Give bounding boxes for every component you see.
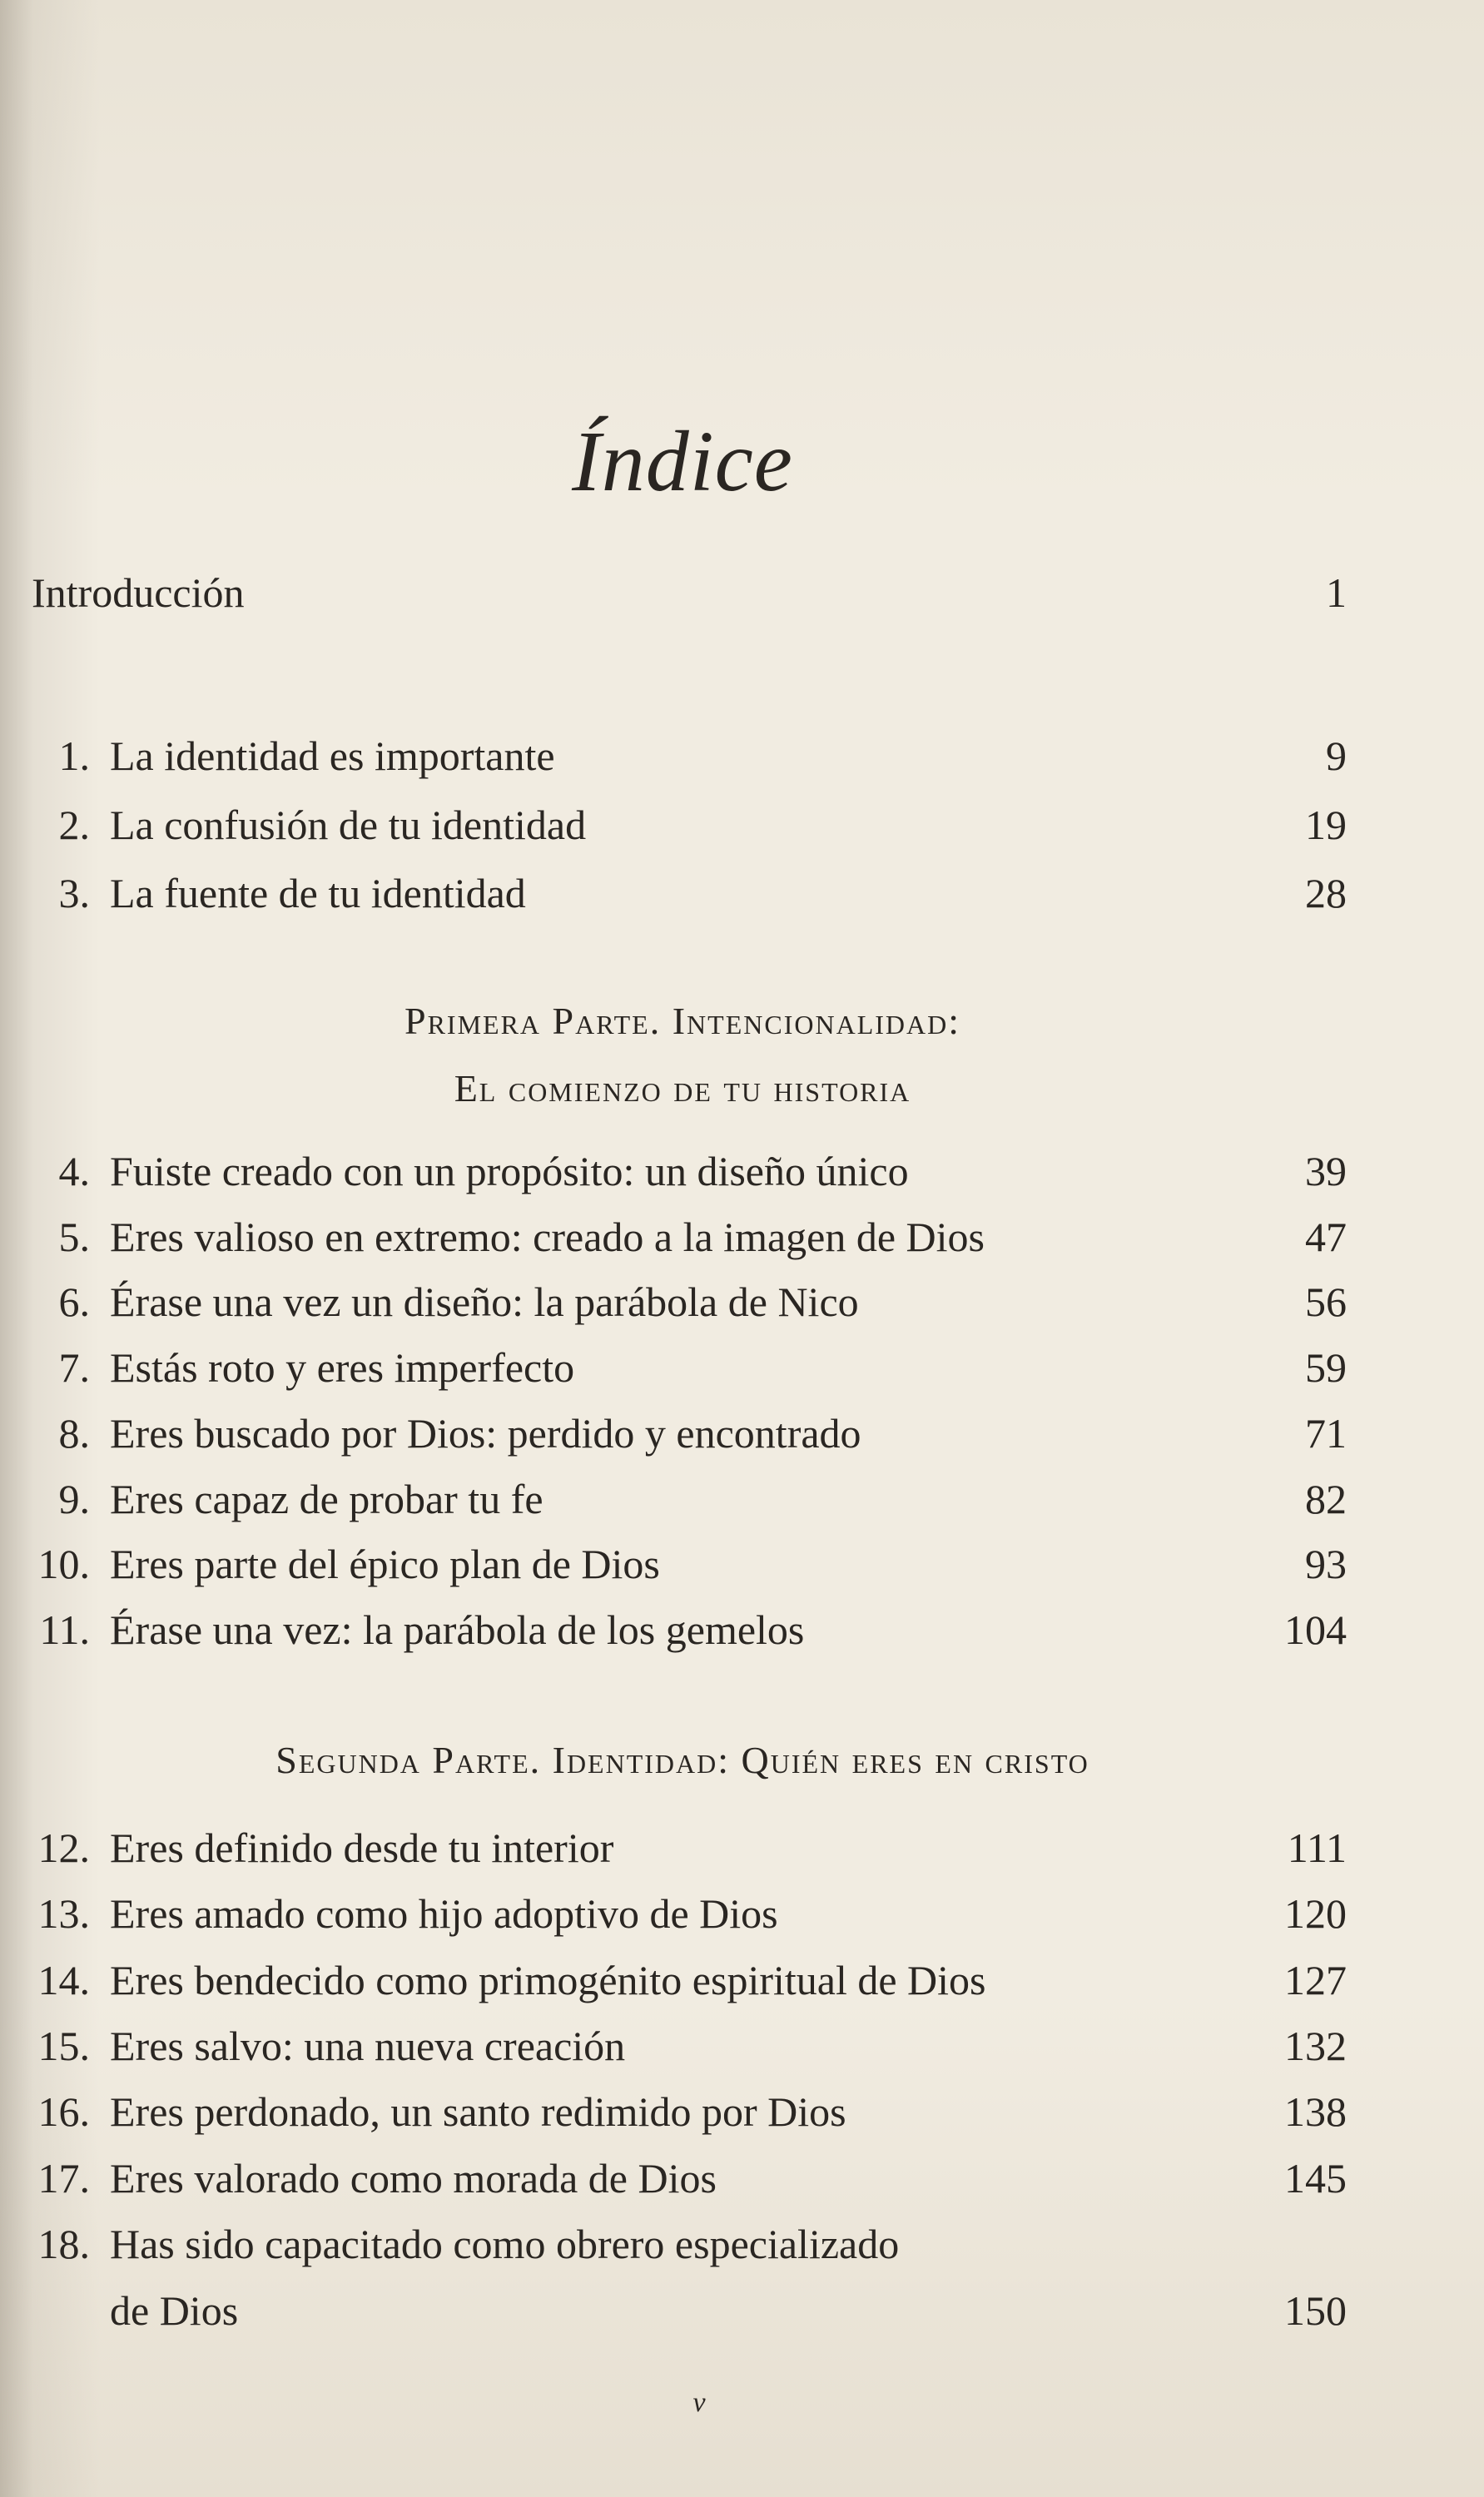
toc-entry-number: 14.: [37, 1957, 90, 2003]
toc-entry-label: Eres valorado como morada de Dios: [110, 2155, 717, 2202]
toc-entry-number: 11.: [39, 1606, 90, 1653]
toc-entry[interactable]: [32, 1212, 1347, 1262]
toc-entry-page: 138: [1284, 2088, 1347, 2135]
toc-entry[interactable]: [32, 1605, 1347, 1655]
toc-entry-label: Eres buscado por Dios: perdido y encontrado: [110, 1410, 861, 1457]
toc-entry[interactable]: [32, 2087, 1347, 2137]
toc-entry-number: 9.: [58, 1476, 90, 1522]
toc-entry-page: 82: [1305, 1476, 1347, 1522]
toc-entry-label: Érase una vez un diseño: la parábola de Nico: [110, 1278, 859, 1325]
toc-entry-page: 127: [1284, 1957, 1347, 2003]
toc-entry-number: 5.: [58, 1214, 90, 1260]
toc-entry[interactable]: [32, 731, 1347, 781]
toc-entry[interactable]: [32, 868, 1347, 918]
part-heading-second: Segunda Parte. Identidad: Quién eres en cristo: [275, 1739, 1089, 1781]
toc-entry[interactable]: [32, 2153, 1347, 2203]
toc-entry[interactable]: [32, 1343, 1347, 1392]
toc-entry[interactable]: [32, 1408, 1347, 1458]
toc-entry-number: 13.: [37, 1890, 90, 1937]
toc-entry-page: 19: [1305, 802, 1347, 848]
toc-entry-page: 93: [1305, 1541, 1347, 1587]
toc-entry-label: Eres amado como hijo adoptivo de Dios: [110, 1890, 778, 1937]
toc-entry-number: 1.: [58, 732, 90, 779]
toc-entry-label-continued: de Dios: [110, 2287, 239, 2334]
toc-entry-page: 71: [1305, 1410, 1347, 1457]
toc-entry-label: Eres definido desde tu interior: [110, 1824, 614, 1871]
toc-entry-page: 9: [1326, 732, 1347, 779]
toc-entry[interactable]: [32, 1474, 1347, 1524]
toc-entry-page: 59: [1305, 1344, 1347, 1391]
toc-entry-label: Introducción: [32, 569, 245, 616]
toc-entry-label: Eres capaz de probar tu fe: [110, 1476, 543, 1522]
toc-entry-page: 39: [1305, 1148, 1347, 1194]
toc-entry-page: 150: [1284, 2287, 1347, 2334]
toc-entry-number: 10.: [37, 1541, 90, 1587]
toc-entry-page: 132: [1284, 2023, 1347, 2069]
toc-entry[interactable]: [32, 2219, 1347, 2336]
toc-entry-label: Érase una vez: la parábola de los gemelos: [110, 1606, 805, 1653]
toc-entry-number: 3.: [58, 870, 90, 916]
toc-entry-label: Eres bendecido como primogénito espiritual de Dios: [110, 1957, 986, 2003]
toc-entry-page: 120: [1284, 1890, 1347, 1937]
toc-entry[interactable]: [32, 2021, 1347, 2071]
toc-entry-page: 111: [1287, 1824, 1347, 1871]
toc-entry-page: 47: [1305, 1214, 1347, 1260]
toc-entry-label: Estás roto y eres imperfecto: [110, 1344, 575, 1391]
toc-entry-page: 145: [1284, 2155, 1347, 2202]
part-heading-first-line2: El comienzo de tu historia: [454, 1067, 911, 1110]
toc-entry-label: La identidad es importante: [110, 732, 555, 779]
toc-entry-number: 16.: [37, 2088, 90, 2135]
toc-entry-introduccion[interactable]: [32, 568, 1347, 618]
page-folio: v: [692, 2387, 706, 2418]
page-title: Índice: [572, 413, 793, 509]
toc-entry-page: 56: [1305, 1278, 1347, 1325]
toc-entry-label: Eres perdonado, un santo redimido por Dios: [110, 2088, 846, 2135]
toc-entry-number: 4.: [58, 1148, 90, 1194]
toc-entry-label: La confusión de tu identidad: [110, 802, 587, 848]
toc-entry-page: 104: [1284, 1606, 1347, 1653]
toc-entry[interactable]: [32, 1146, 1347, 1196]
toc-entry[interactable]: [32, 1539, 1347, 1589]
toc-entry-number: 15.: [37, 2023, 90, 2069]
toc-entry-label: Eres salvo: una nueva creación: [110, 2023, 626, 2069]
toc-entry-page: 28: [1305, 870, 1347, 916]
toc-entry-number: 2.: [58, 802, 90, 848]
toc-entry-number: 8.: [58, 1410, 90, 1457]
toc-entry[interactable]: [32, 1889, 1347, 1939]
toc-entry-number: 17.: [37, 2155, 90, 2202]
toc-entry-number: 6.: [58, 1278, 90, 1325]
toc-entry-number: 7.: [58, 1344, 90, 1391]
toc-entry[interactable]: [32, 1277, 1347, 1327]
toc-entry[interactable]: [32, 1955, 1347, 2005]
toc-entry-number: 12.: [37, 1824, 90, 1871]
toc-entry-page: 1: [1326, 569, 1347, 616]
toc-entry[interactable]: [32, 1823, 1347, 1873]
toc-entry-label: La fuente de tu identidad: [110, 870, 526, 916]
toc-entry[interactable]: [32, 800, 1347, 850]
toc-entry-number: 18.: [37, 2221, 90, 2267]
toc-entry-label: Has sido capacitado como obrero especializado: [110, 2221, 900, 2267]
part-heading-first-line1: Primera Parte. Intencionalidad:: [404, 1000, 960, 1042]
toc-entry-label: Fuiste creado con un propósito: un diseño único: [110, 1148, 909, 1194]
toc-entry-label: Eres parte del épico plan de Dios: [110, 1541, 660, 1587]
toc-entry-label: Eres valioso en extremo: creado a la imagen de Dios: [110, 1214, 985, 1260]
